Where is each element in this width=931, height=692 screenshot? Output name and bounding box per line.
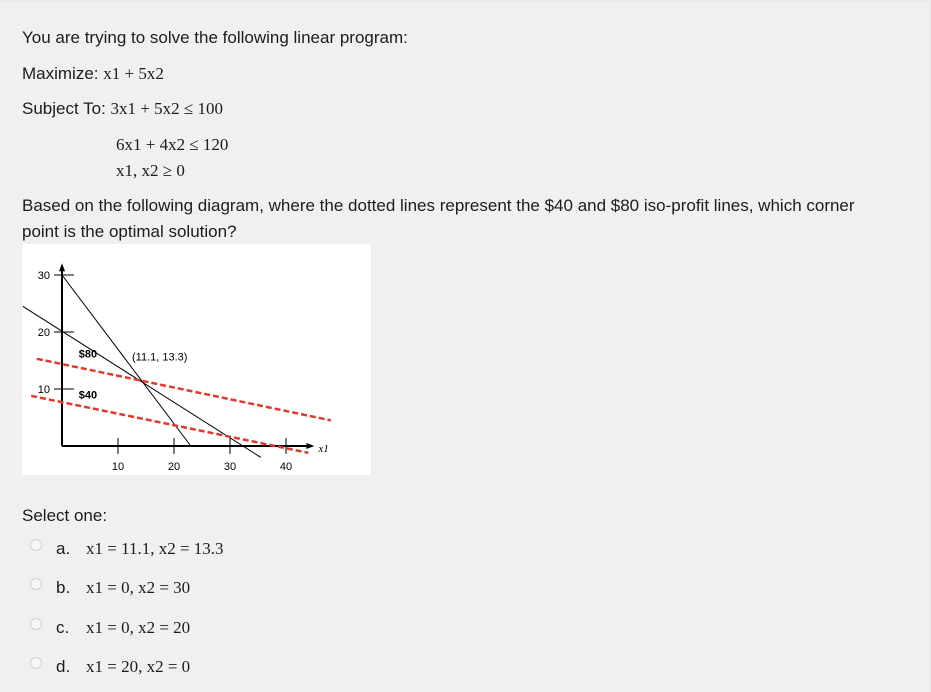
option-letter: d. <box>56 657 71 676</box>
constraints-label: Subject To: <box>22 99 106 118</box>
option-text: x1 = 0, x2 = 30 <box>86 578 191 597</box>
chart-annotation: $80 <box>78 348 98 361</box>
option-text: x1 = 20, x2 = 0 <box>86 657 191 676</box>
constraint-2: 6x1 + 4x2 ≤ 120 <box>116 135 229 154</box>
radio-button[interactable] <box>30 578 42 590</box>
x-axis-arrow <box>306 443 314 449</box>
radio-button[interactable] <box>30 618 42 630</box>
lp-chart <box>22 244 371 475</box>
constraint-line <box>23 306 261 457</box>
x-tick-label: 40 <box>279 461 293 473</box>
answer-option[interactable] <box>30 655 190 679</box>
answer-option[interactable] <box>30 576 190 600</box>
y-tick-label: 10 <box>37 384 50 396</box>
x-tick-label: 30 <box>223 461 237 473</box>
option-letter: c. <box>56 618 70 637</box>
chart-annotation: (11.1, 13.3) <box>132 351 188 364</box>
answer-option[interactable] <box>30 537 224 561</box>
lp-diagram <box>22 244 371 475</box>
isoprofit-line <box>31 396 308 453</box>
x-tick-label: 20 <box>167 461 181 473</box>
y-tick-label: 30 <box>37 270 50 282</box>
constraints-row <box>22 99 223 119</box>
x-tick-label: 10 <box>111 461 125 473</box>
y-tick-label: 20 <box>37 327 50 339</box>
y-axis-arrow <box>59 263 65 271</box>
chart-annotation: $40 <box>78 389 98 402</box>
x-axis-label: x1 <box>318 443 329 455</box>
objective-expression: x1 + 5x2 <box>103 64 164 83</box>
option-letter: b. <box>56 578 71 597</box>
objective-label: Maximize: <box>22 64 99 83</box>
objective-row <box>22 64 164 84</box>
constraint-1: 3x1 + 5x2 ≤ 100 <box>110 99 223 118</box>
answer-option[interactable] <box>30 616 190 640</box>
question-card <box>0 2 929 692</box>
constraint-3: x1, x2 ≥ 0 <box>116 161 185 180</box>
option-letter: a. <box>56 539 71 558</box>
option-text: x1 = 11.1, x2 = 13.3 <box>86 539 224 558</box>
question-prompt: Based on the following diagram, where the dotted lines represent the $40 and $80 iso-profit lines, which corner point is the optimal solution? <box>22 196 855 241</box>
option-text: x1 = 0, x2 = 20 <box>86 618 191 637</box>
radio-button[interactable] <box>30 657 42 669</box>
select-label: Select one: <box>22 506 108 525</box>
intro-text: You are trying to solve the following linear program: <box>22 28 408 47</box>
radio-button[interactable] <box>30 539 42 551</box>
